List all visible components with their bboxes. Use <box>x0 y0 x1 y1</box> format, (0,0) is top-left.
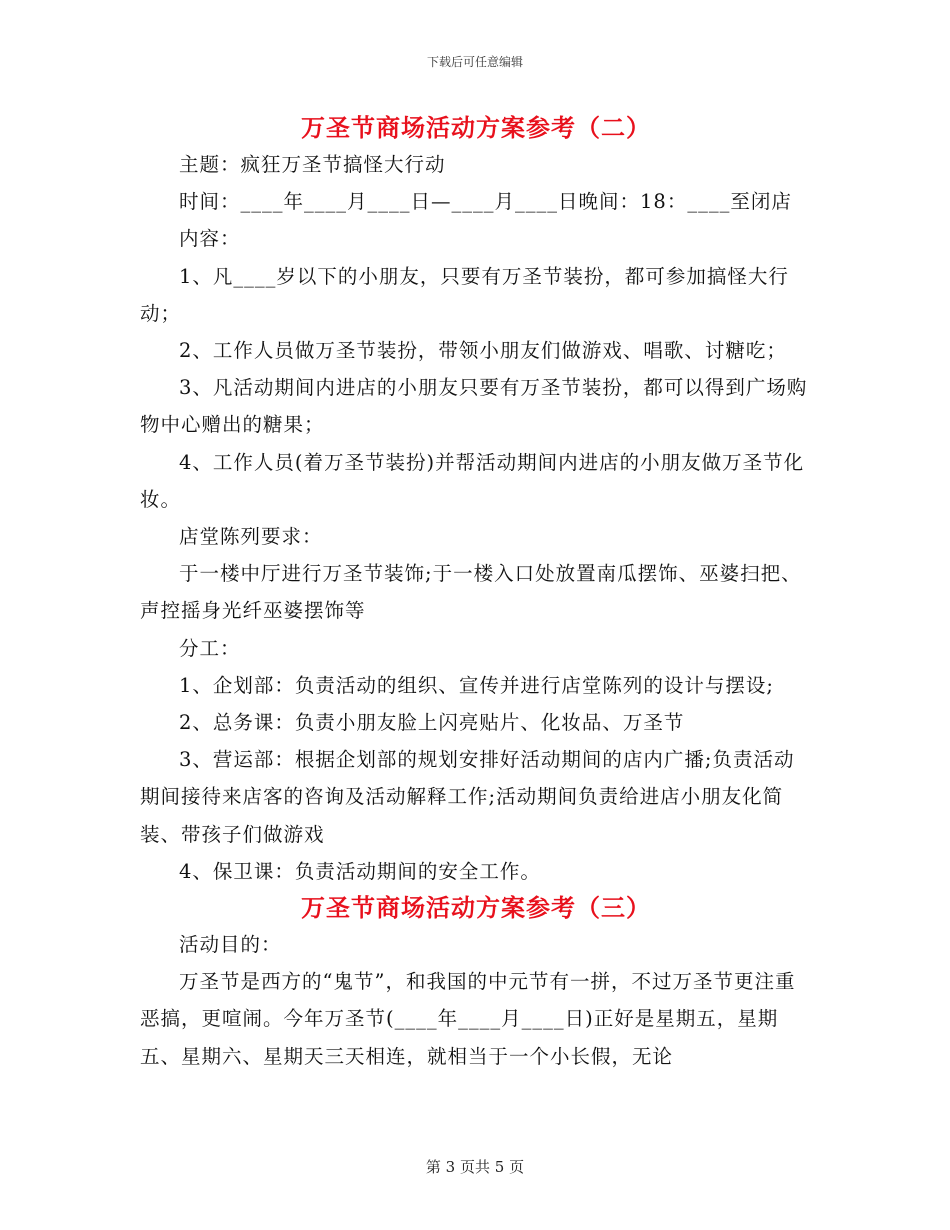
paragraph: 3、营运部：根据企划部的规划安排好活动期间的店内广播;负责活动期间接待来店客的咨询及活动解释工作;活动期间负责给进店小朋友化简装、带孩子们做游戏 <box>140 748 795 846</box>
paragraph: 内容： <box>179 227 241 251</box>
paragraph: 主题：疯狂万圣节搞怪大行动 <box>179 153 446 176</box>
paragraph: 2、总务课：负责小朋友脸上闪亮贴片、化妆品、万圣节 <box>179 711 685 735</box>
section-2-body <box>140 146 812 890</box>
paragraph: 分工： <box>179 636 241 660</box>
paragraph: 于一楼中厅进行万圣节装饰;于一楼入口处放置南瓜摆饰、巫婆扫把、声控摇身光纤巫婆摆饰等 <box>140 562 802 623</box>
paragraph: 2、工作人员做万圣节装扮，带领小朋友们做游戏、唱歌、讨糖吃； <box>179 339 787 363</box>
paragraph: 时间：____年____月____日—____月____日晚间：18：____至闭店 <box>179 190 792 214</box>
paragraph: 4、保卫课：负责活动期间的安全工作。 <box>179 859 541 883</box>
section-title-3: 万圣节商场活动方案参考（三） <box>301 893 651 923</box>
paragraph: 1、凡____岁以下的小朋友，只要有万圣节装扮，都可参加搞怪大行动； <box>140 264 789 325</box>
section-title-2: 万圣节商场活动方案参考（二） <box>301 113 651 142</box>
paragraph: 活动目的： <box>179 933 282 957</box>
document-body <box>140 110 812 1075</box>
paragraph: 店堂陈列要求： <box>179 525 323 549</box>
paragraph: 4、工作人员(着万圣节装扮)并帮活动期间内进店的小朋友做万圣节化妆。 <box>140 450 805 511</box>
section-3-body <box>140 926 812 1075</box>
paragraph: 1、企划部：负责活动的组织、宣传并进行店堂陈列的设计与摆设; <box>179 673 774 697</box>
paragraph: 3、凡活动期间内进店的小朋友只要有万圣节装扮，都可以得到广场购物中心赠出的糖果； <box>140 376 808 437</box>
paragraph: 万圣节是西方的“鬼节”，和我国的中元节有一拼，不过万圣节更注重恶搞，更喧闹。今年万圣节(____年____月____日)正好是星期五，星期五、星期六、星期天三天相连，就相当于一个小长假，无论 <box>140 970 796 1068</box>
page-footer: 第 3 页共 5 页 <box>425 1158 525 1176</box>
page-header: 下载后可任意编辑 <box>426 55 523 69</box>
